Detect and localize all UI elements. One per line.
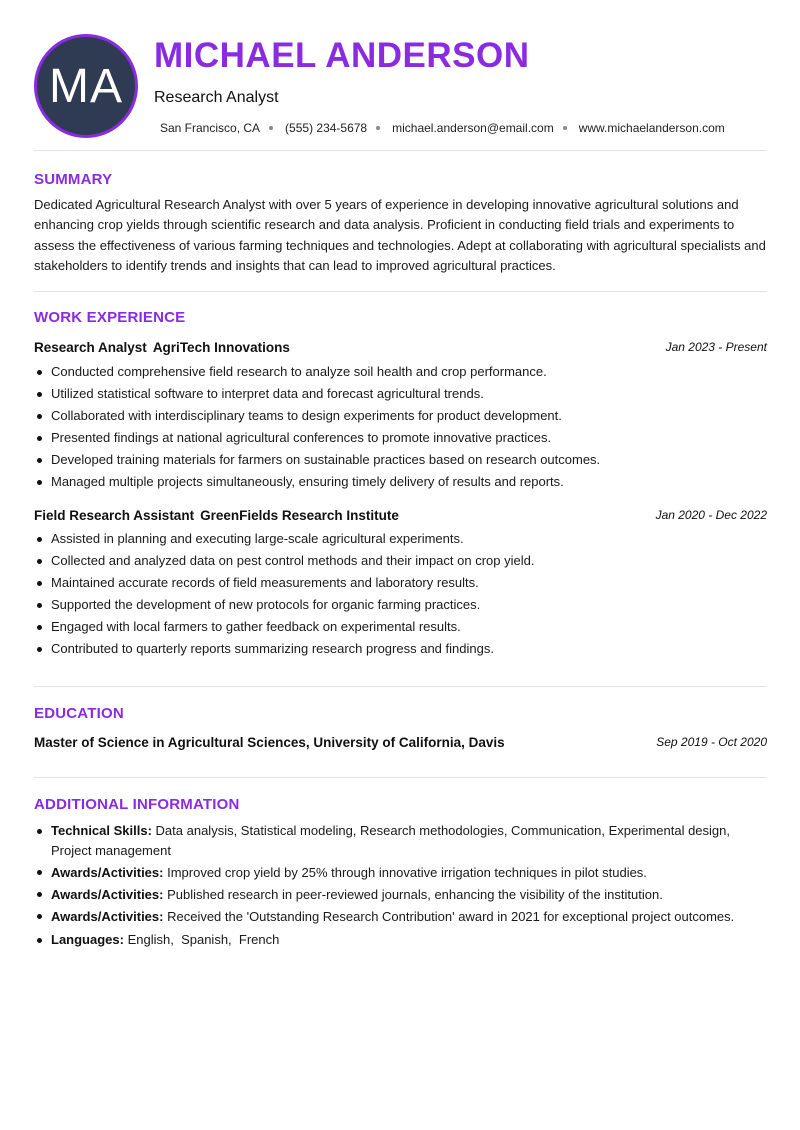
contact-bar — [160, 120, 725, 136]
list-item — [34, 930, 769, 950]
summary-text: Dedicated Agricultural Research Analyst with over 5 years of experience in developing innovative agricultural solutions and enhancing crop yields through scientific research and data analysis. Proficient in conducting field trials and experiments to assess the effectiveness of various farming techniques and technologies. Adept at collaborating with agricultural specialists and stakeholders to identify trends and insights that can lead to improved agricultural practices. — [34, 197, 766, 273]
divider — [34, 686, 767, 687]
list-item — [34, 863, 769, 883]
job-company: AgriTech Innovations — [152, 339, 290, 355]
list-item: Assisted in planning and executing large-scale agricultural experiments. — [34, 528, 767, 550]
additional-heading: ADDITIONAL INFORMATION — [34, 796, 240, 813]
list-item: Collaborated with interdisciplinary teams to design experiments for product development. — [34, 405, 767, 427]
contact-website[interactable]: www.michaelanderson.com — [578, 121, 725, 135]
divider — [34, 291, 767, 292]
list-item: Conducted comprehensive field research to analyze soil health and crop performance. — [34, 361, 767, 383]
list-item: Utilized statistical software to interpret data and forecast agricultural trends. — [34, 383, 767, 405]
item-label: Languages: — [51, 932, 124, 947]
education-dates: Sep 2019 - Oct 2020 — [656, 735, 767, 749]
item-value: Published research in peer-reviewed journals, enhancing the visibility of the institution. — [167, 886, 663, 902]
divider — [34, 150, 767, 151]
job-dates: Jan 2023 - Present — [665, 340, 767, 354]
job-title-line — [34, 508, 399, 523]
list-item: Contributed to quarterly reports summarizing research progress and findings. — [34, 638, 767, 660]
list-item — [34, 821, 769, 860]
job-bullets — [34, 361, 767, 493]
job-position: Research Analyst — [34, 339, 147, 355]
separator-dot-icon — [563, 126, 567, 130]
job-header — [34, 506, 767, 524]
separator-dot-icon — [269, 126, 273, 130]
item-label: Awards/Activities: — [51, 908, 164, 924]
job-header — [34, 338, 767, 356]
list-item: Maintained accurate records of field measurements and laboratory results. — [34, 572, 767, 594]
item-value: English, Spanish, French — [127, 932, 280, 947]
contact-phone: (555) 234-5678 — [285, 121, 368, 135]
list-item — [34, 885, 769, 905]
candidate-name: MICHAEL ANDERSON — [154, 36, 530, 75]
education-entry — [34, 733, 767, 751]
job-title-line — [34, 340, 290, 355]
separator-dot-icon — [376, 126, 380, 130]
job-position: Field Research Assistant — [34, 507, 195, 523]
item-label: Technical Skills: — [51, 823, 152, 838]
job-company: GreenFields Research Institute — [200, 507, 399, 523]
list-item: Engaged with local farmers to gather feedback on experimental results. — [34, 616, 767, 638]
list-item — [34, 907, 769, 927]
contact-location: San Francisco, CA — [160, 121, 261, 135]
job-dates: Jan 2020 - Dec 2022 — [655, 508, 767, 522]
list-item: Supported the development of new protocols for organic farming practices. — [34, 594, 767, 616]
candidate-role: Research Analyst — [154, 89, 279, 106]
item-label: Awards/Activities: — [51, 864, 164, 880]
education-heading: EDUCATION — [34, 705, 124, 722]
education-degree: Master of Science in Agricultural Sciences, University of California, Davis — [34, 734, 505, 750]
avatar: MA — [34, 34, 138, 138]
item-label: Awards/Activities: — [51, 886, 164, 902]
item-value: Data analysis, Statistical modeling, Research methodologies, Communication, Experimental design, Project management — [51, 823, 730, 858]
contact-email[interactable]: michael.anderson@email.com — [392, 121, 554, 135]
summary-heading: SUMMARY — [34, 171, 113, 188]
item-value: Improved crop yield by 25% through innovative irrigation techniques in pilot studies. — [167, 864, 647, 880]
list-item: Presented findings at national agricultural conferences to promote innovative practices. — [34, 427, 767, 449]
experience-heading: WORK EXPERIENCE — [34, 309, 186, 326]
list-item: Managed multiple projects simultaneously, ensuring timely delivery of results and reports. — [34, 471, 767, 493]
list-item: Developed training materials for farmers on sustainable practices based on research outcomes. — [34, 449, 767, 471]
list-item: Collected and analyzed data on pest control methods and their impact on crop yield. — [34, 550, 767, 572]
item-value: Received the 'Outstanding Research Contribution' award in 2021 for exceptional project outcomes. — [167, 908, 735, 924]
divider — [34, 777, 767, 778]
additional-list — [34, 821, 769, 952]
job-bullets — [34, 528, 767, 660]
